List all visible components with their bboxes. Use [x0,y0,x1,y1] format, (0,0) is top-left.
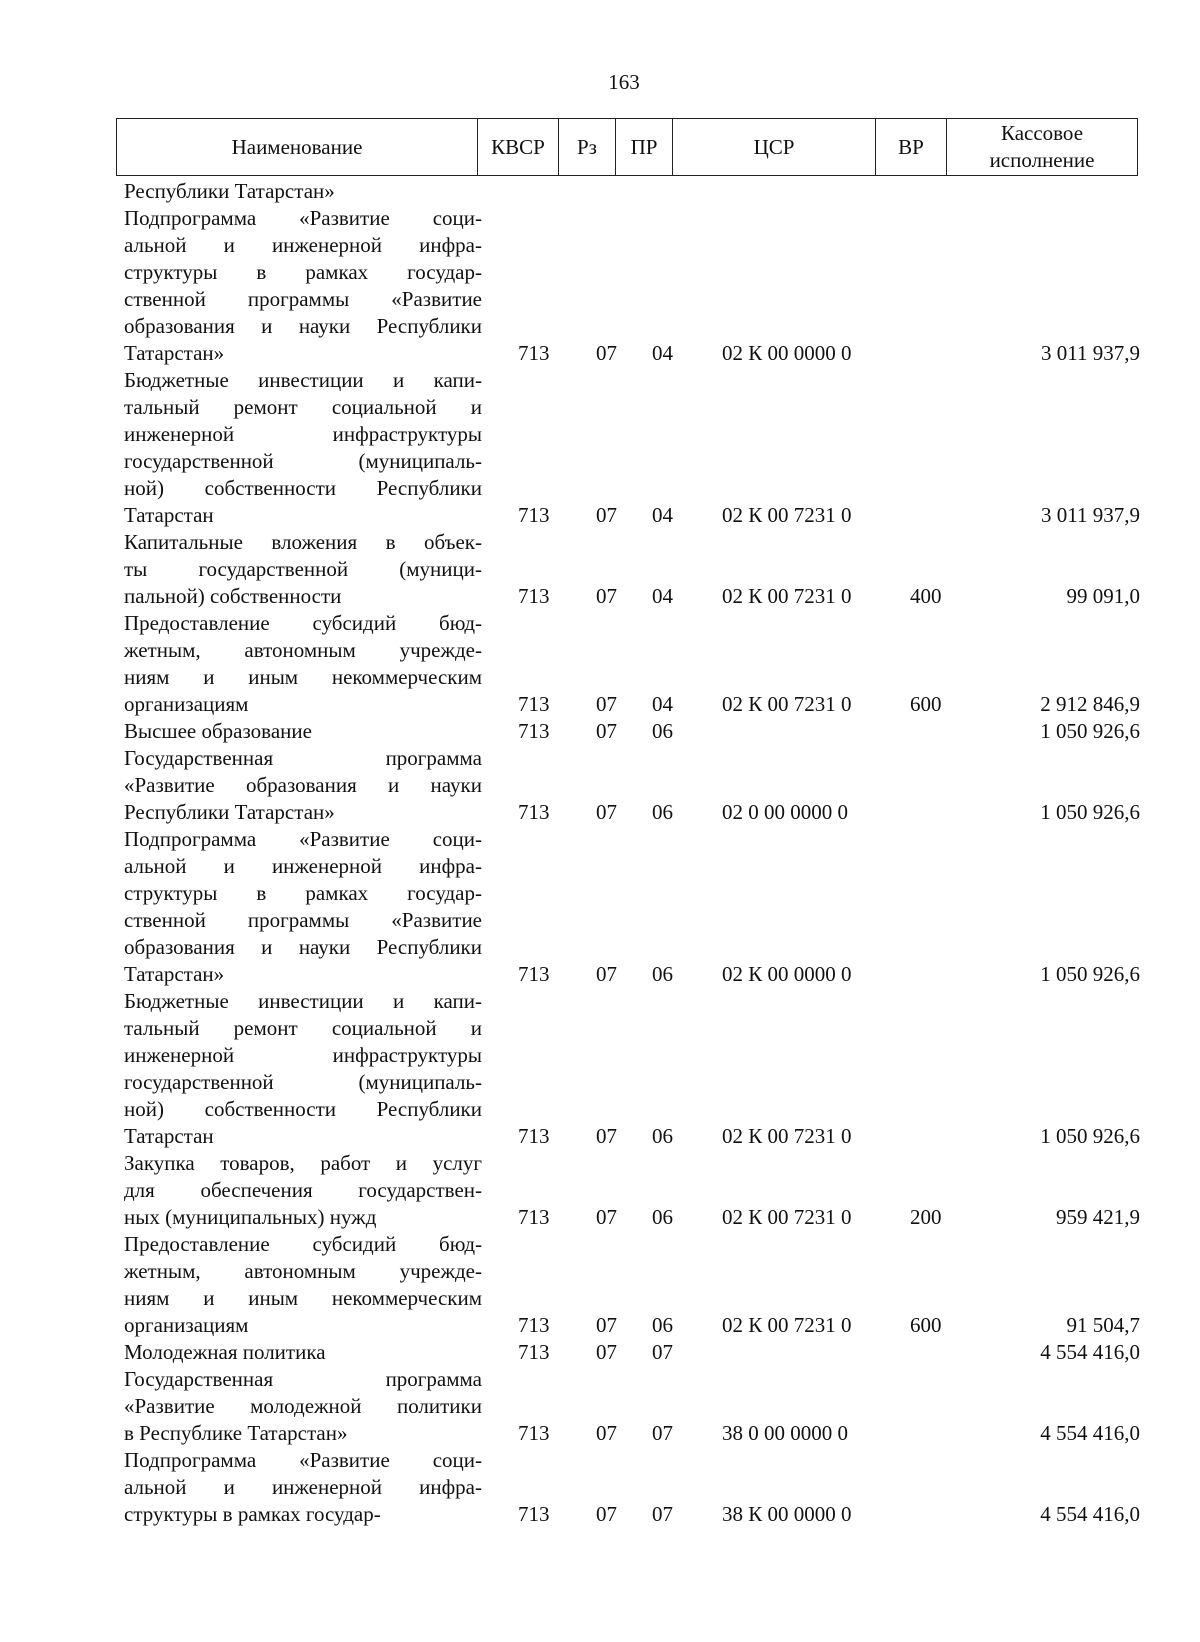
row-pr: 07 [652,1502,673,1526]
row-name-line: «Развитие молодежной политики [124,1394,482,1418]
row-name-line: Республики Татарстан» [124,179,335,203]
row-amount: 1 050 926,6 [1040,800,1140,824]
row-name-line: структуры в рамках государ- [124,260,482,284]
row-name [124,1366,482,1447]
row-rz: 07 [596,584,617,608]
row-kvsr: 713 [518,1340,550,1364]
row-amount: 99 091,0 [1066,584,1140,608]
table-header [116,118,1138,176]
row-name-line: в Республике Татарстан» [124,1421,348,1445]
row-name-line: Капитальные вложения в объек- [124,530,482,554]
row-name-line: Подпрограмма «Развитие соци- [124,1448,482,1472]
row-name-line: Татарстан» [124,962,225,986]
row-pr: 06 [652,719,673,743]
row-amount: 3 011 937,9 [1041,503,1140,527]
row-name-line: ственной программы «Развитие [124,908,482,932]
row-name-line: ниям и иным некоммерческим [124,1286,482,1310]
row-name [124,1447,482,1528]
row-name-line: ной) собственности Республики [124,476,482,500]
row-name [124,1339,482,1366]
row-name-line: ной) собственности Республики [124,1097,482,1121]
row-name-line: пальной) собственности [124,584,342,608]
header-pr: ПР [616,119,673,176]
row-name [124,205,482,367]
row-vr: 200 [910,1205,942,1229]
row-name [124,529,482,610]
row-pr: 04 [652,341,673,365]
header-name: Наименование [117,119,478,176]
row-pr: 06 [652,1205,673,1229]
row-rz: 07 [596,962,617,986]
header-amount [947,119,1138,176]
row-name-line: Высшее образование [124,719,312,743]
row-amount: 91 504,7 [1066,1313,1140,1337]
row-name [124,718,482,745]
row-name-line: Республики Татарстан» [124,800,335,824]
row-name-line: жетным, автономным учрежде- [124,1259,482,1283]
row-name-line: Подпрограмма «Развитие соци- [124,206,482,230]
row-amount: 4 554 416,0 [1040,1421,1140,1445]
row-pr: 06 [652,1313,673,1337]
row-amount: 1 050 926,6 [1040,719,1140,743]
row-name-line: ных (муниципальных) нужд [124,1205,377,1229]
row-kvsr: 713 [518,1124,550,1148]
row-name-line: жетным, автономным учрежде- [124,638,482,662]
row-kvsr: 713 [518,800,550,824]
header-kvsr: КВСР [478,119,559,176]
row-name-line: Татарстан [124,1124,214,1148]
row-amount: 1 050 926,6 [1040,1124,1140,1148]
header-amount-line1: Кассовое [1000,121,1084,145]
row-amount: 4 554 416,0 [1040,1340,1140,1364]
row-rz: 07 [596,503,617,527]
row-name [124,826,482,988]
page-number: 163 [608,70,640,94]
row-csr: 02 К 00 0000 0 [722,962,852,986]
row-amount: 2 912 846,9 [1040,692,1140,716]
row-name-line: структуры в рамках государ- [124,881,482,905]
row-name-line: тальный ремонт социальной и [124,395,482,419]
row-kvsr: 713 [518,503,550,527]
table-row [0,610,1200,718]
row-kvsr: 713 [518,1421,550,1445]
row-csr: 02 К 00 7231 0 [722,1124,852,1148]
row-name-line: ственной программы «Развитие [124,287,482,311]
row-kvsr: 713 [518,1313,550,1337]
table-body [0,178,1200,1528]
row-name-line: альной и инженерной инфра- [124,1475,482,1499]
row-csr: 38 К 00 0000 0 [722,1502,852,1526]
row-name-line: организациям [124,692,249,716]
table-row [0,178,1200,205]
table-row [0,529,1200,610]
row-rz: 07 [596,341,617,365]
row-vr: 400 [910,584,942,608]
row-amount: 959 421,9 [1056,1205,1140,1229]
row-pr: 06 [652,800,673,824]
row-name [124,367,482,529]
row-rz: 07 [596,800,617,824]
row-kvsr: 713 [518,962,550,986]
row-rz: 07 [596,719,617,743]
row-name-line: образования и науки Республики [124,935,482,959]
row-name-line: для обеспечения государствен- [124,1178,482,1202]
table-row [0,1231,1200,1339]
table-row [0,988,1200,1150]
row-pr: 04 [652,692,673,716]
row-amount: 3 011 937,9 [1041,341,1140,365]
row-name-line: образования и науки Республики [124,314,482,338]
row-name-line: Закупка товаров, работ и услуг [124,1151,482,1175]
table-row [0,745,1200,826]
row-name-line: государственной (муниципаль- [124,449,482,473]
row-name-line: инженерной инфраструктуры [124,1043,482,1067]
row-rz: 07 [596,1205,617,1229]
row-name-line: Бюджетные инвестиции и капи- [124,368,482,392]
row-amount: 1 050 926,6 [1040,962,1140,986]
row-rz: 07 [596,692,617,716]
row-kvsr: 713 [518,341,550,365]
row-amount: 4 554 416,0 [1040,1502,1140,1526]
row-name-line: Государственная программа [124,746,482,770]
row-name-line: государственной (муниципаль- [124,1070,482,1094]
row-name-line: Татарстан [124,503,214,527]
row-name-line: Предоставление субсидий бюд- [124,611,482,635]
row-csr: 02 0 00 0000 0 [722,800,848,824]
table-row [0,1150,1200,1231]
row-name-line: инженерной инфраструктуры [124,422,482,446]
row-name-line: структуры в рамках государ- [124,1502,381,1526]
row-pr: 07 [652,1421,673,1445]
row-name-line: Подпрограмма «Развитие соци- [124,827,482,851]
row-pr: 04 [652,584,673,608]
table-row [0,205,1200,367]
table-row [0,1366,1200,1447]
row-vr: 600 [910,692,942,716]
row-rz: 07 [596,1313,617,1337]
row-name [124,1231,482,1339]
row-pr: 07 [652,1340,673,1364]
row-rz: 07 [596,1124,617,1148]
row-csr: 02 К 00 7231 0 [722,1205,852,1229]
header-csr: ЦСР [673,119,876,176]
row-name-line: альной и инженерной инфра- [124,854,482,878]
row-name-line: Молодежная политика [124,1340,326,1364]
row-name [124,178,482,205]
row-rz: 07 [596,1502,617,1526]
header-vr: ВР [876,119,947,176]
row-vr: 600 [910,1313,942,1337]
row-name [124,988,482,1150]
row-pr: 06 [652,1124,673,1148]
row-name-line: Государственная программа [124,1367,482,1391]
row-name-line: Татарстан» [124,341,225,365]
row-kvsr: 713 [518,1502,550,1526]
row-csr: 02 К 00 7231 0 [722,692,852,716]
row-kvsr: 713 [518,1205,550,1229]
row-rz: 07 [596,1421,617,1445]
table-row [0,718,1200,745]
row-csr: 02 К 00 7231 0 [722,584,852,608]
row-kvsr: 713 [518,719,550,743]
row-kvsr: 713 [518,584,550,608]
row-csr: 38 0 00 0000 0 [722,1421,848,1445]
table-row [0,367,1200,529]
row-pr: 06 [652,962,673,986]
row-csr: 02 К 00 7231 0 [722,1313,852,1337]
row-csr: 02 К 00 0000 0 [722,341,852,365]
row-name-line: «Развитие образования и науки [124,773,482,797]
row-name-line: ниям и иным некоммерческим [124,665,482,689]
row-pr: 04 [652,503,673,527]
row-name-line: тальный ремонт социальной и [124,1016,482,1040]
row-name-line: альной и инженерной инфра- [124,233,482,257]
row-name-line: организациям [124,1313,249,1337]
row-name [124,745,482,826]
row-name [124,610,482,718]
header-amount-line2: исполнение [989,148,1095,172]
row-name-line: Бюджетные инвестиции и капи- [124,989,482,1013]
table-row [0,1447,1200,1528]
table-row [0,1339,1200,1366]
row-rz: 07 [596,1340,617,1364]
row-name-line: ты государственной (муници- [124,557,482,581]
row-name-line: Предоставление субсидий бюд- [124,1232,482,1256]
table-row [0,826,1200,988]
row-name [124,1150,482,1231]
header-rz: Рз [559,119,616,176]
row-kvsr: 713 [518,692,550,716]
row-csr: 02 К 00 7231 0 [722,503,852,527]
